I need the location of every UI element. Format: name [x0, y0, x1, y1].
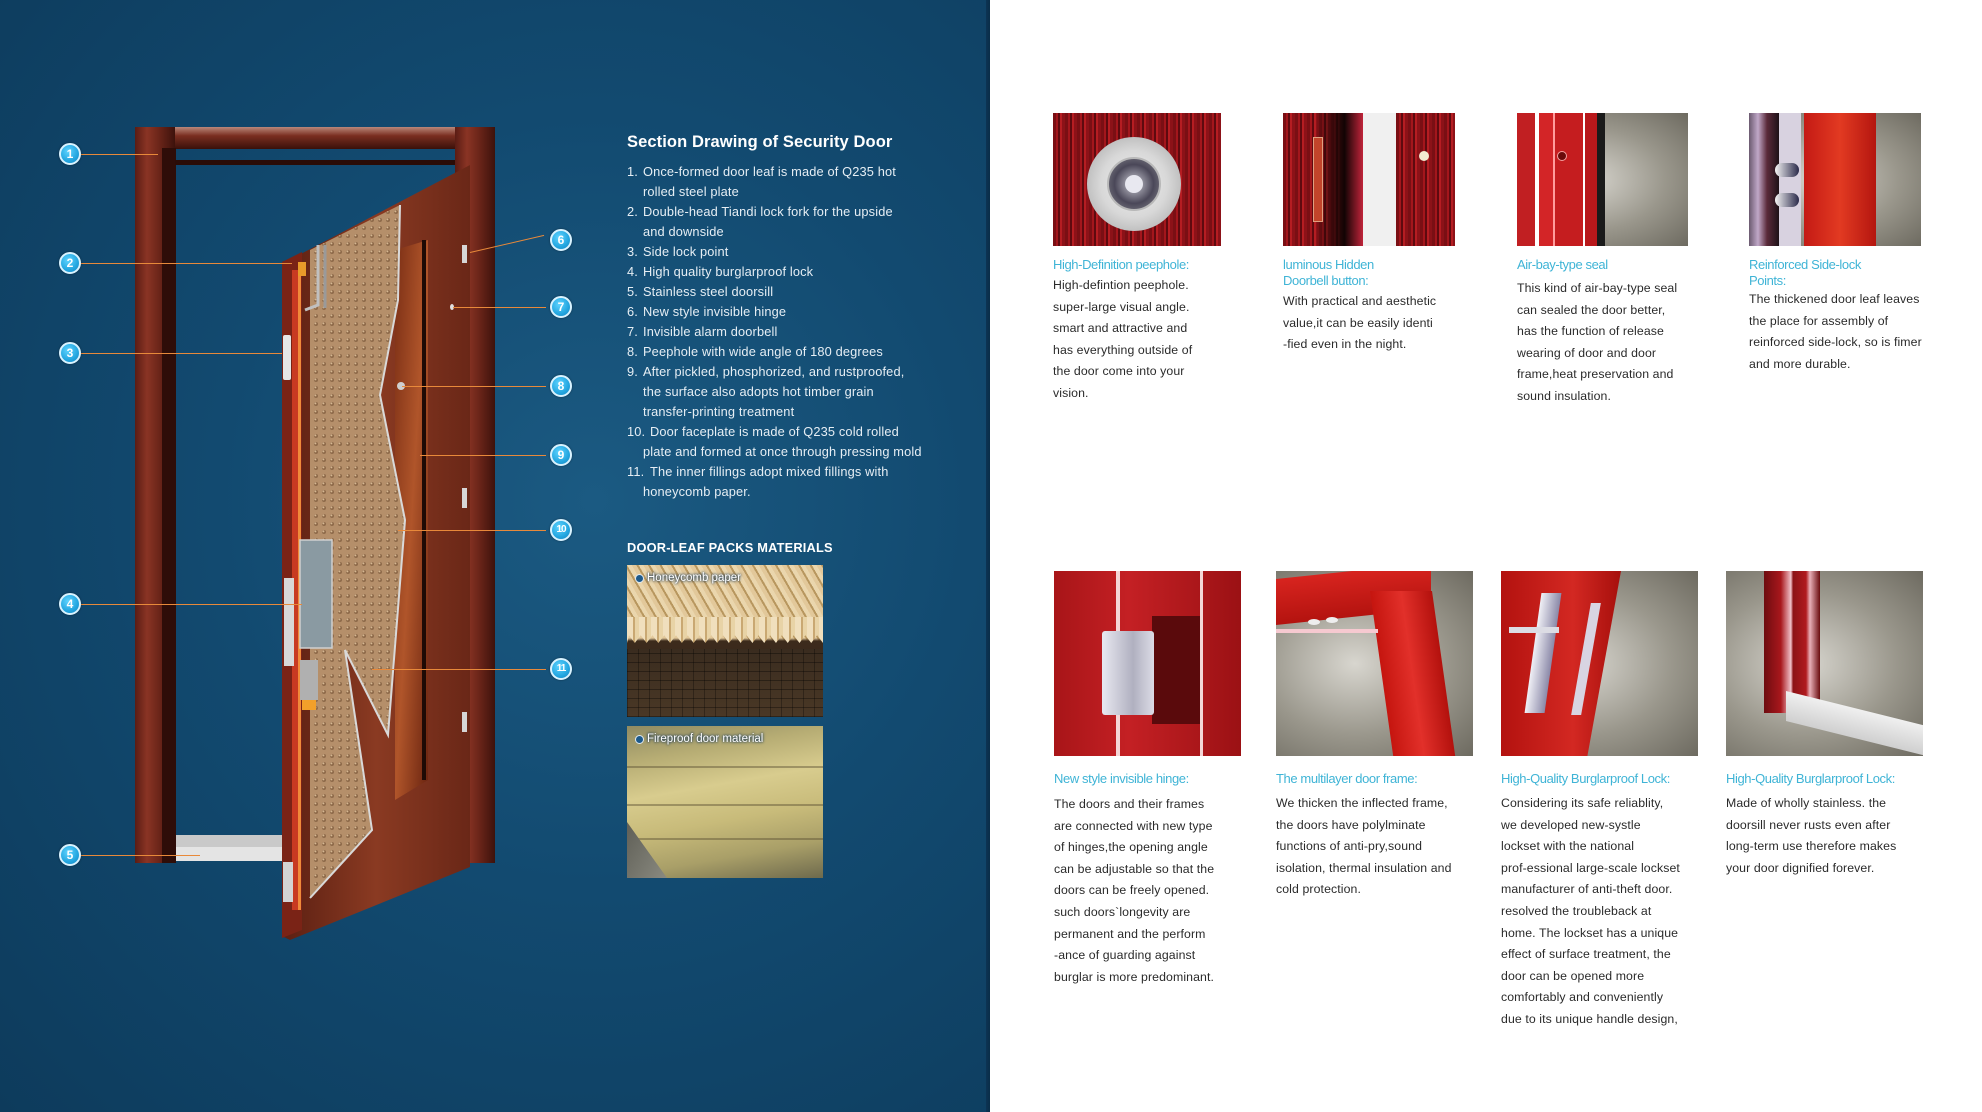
callout-4: 4 — [59, 593, 81, 615]
bullet-icon — [635, 735, 644, 744]
feature-item-11: 11. The inner fillings adopt mixed fillings with — [627, 464, 889, 479]
feature-item-11-cont: honeycomb paper. — [643, 484, 751, 499]
leader-line-3 — [80, 353, 282, 354]
callout-8: 8 — [550, 375, 572, 397]
lock-bolt-icon — [1775, 163, 1799, 177]
feature-item-1-cont: rolled steel plate — [643, 184, 739, 199]
callout-7: 7 — [550, 296, 572, 318]
seal-frame — [1517, 113, 1605, 246]
burglarproof-lock-photo — [1501, 571, 1698, 756]
layer-line — [627, 838, 823, 840]
materials-title: DOOR-LEAF PACKS MATERIALS — [627, 540, 833, 555]
leader-line-5 — [80, 855, 200, 856]
leader-line-4 — [80, 604, 302, 605]
door-leaf-red — [1804, 113, 1876, 246]
hinge-icon — [1102, 631, 1154, 715]
card-title: Reinforced Side-lock Points: — [1749, 257, 1861, 288]
feature-item-6: 6. New style invisible hinge — [627, 304, 787, 319]
feature-item-4: 4. High quality burglarproof lock — [627, 264, 814, 279]
lock-handle-icon — [1509, 627, 1559, 633]
peephole-photo — [1053, 113, 1221, 246]
card-title: The multilayer door frame: — [1276, 771, 1418, 786]
seal-hole-icon — [1557, 151, 1567, 161]
leader-line-8 — [402, 386, 546, 387]
doorsill-plate — [1786, 691, 1923, 756]
frame-seal-strip — [1276, 629, 1378, 633]
callout-1: 1 — [59, 143, 81, 165]
layer-line — [627, 766, 823, 768]
right-panel — [990, 0, 1982, 1112]
card-body: This kind of air-bay-type seal can sealed the door better, has the function of release wearing of door and door frame,heat preservation and sound insulation. — [1517, 281, 1678, 403]
lock-bolt-icon — [1775, 193, 1799, 207]
photo-corner — [627, 808, 667, 878]
feature-item-3: 3. Side lock point — [627, 244, 729, 259]
feature-item-2-cont: and downside — [643, 224, 724, 239]
material-label-text: Fireproof door material — [647, 733, 764, 745]
callout-6: 6 — [550, 229, 572, 251]
card-title: luminous Hidden Doorbell button: — [1283, 257, 1374, 288]
leader-line-10 — [398, 530, 546, 531]
doorbell-button-icon — [1419, 151, 1429, 161]
material-fireproof-photo — [627, 726, 823, 878]
feature-item-9: 9. After pickled, phosphorized, and rustproofed, — [627, 364, 905, 379]
doorbell-plate — [1313, 137, 1323, 222]
feature-item-2: 2. Double-head Tiandi lock fork for the upside — [627, 204, 893, 219]
card-body: High-defintion peephole. super-large visual angle. smart and attractive and has everything outside of the door come into your vision. — [1053, 278, 1193, 400]
frame-bolt-icon — [1326, 617, 1338, 623]
layer-line — [627, 804, 823, 806]
card-body: The thickened door leaf leaves the place for assembly of reinforced side-lock, so is fimer and more durable. — [1749, 292, 1922, 371]
feature-list — [627, 162, 967, 502]
card-title: High-Quality Burglarproof Lock: — [1501, 771, 1670, 786]
feature-item-9-cont2: transfer-printing treatment — [643, 404, 795, 419]
hinge-photo — [1054, 571, 1241, 756]
card-body: The doors and their frames are connected with new type of hinges,the opening angle can be adjustable so that the doors can be freely opened. such doors`longevity are permanent and the perform -ance of guarding against burglar is more predominant. — [1054, 797, 1215, 984]
door-illustration — [0, 0, 600, 1112]
card-title: High-Quality Burglarproof Lock: — [1726, 771, 1895, 786]
honeycomb-fold — [627, 617, 823, 643]
feature-item-5: 5. Stainless steel doorsill — [627, 284, 774, 299]
callout-9: 9 — [550, 444, 572, 466]
feature-item-9-cont: the surface also adopts hot timber grain — [643, 384, 874, 399]
card-body: Considering its safe reliablity, we developed new-systle lockset with the national prof-essional large-scale lockset manufacturer of anti-theft door. resolved the troubleback at home. The lockset has a unique effect of surface treatment, the door can be opened more comfortably and conveniently due to its unique handle design, — [1501, 796, 1680, 1026]
card-body: With practical and aesthetic value,it can be easily identi -fied even in the night. — [1283, 294, 1437, 352]
photo-shadow — [1317, 113, 1363, 246]
feature-item-10-cont: plate and formed at once through pressing mold — [643, 444, 922, 459]
frame-side-bar — [1370, 591, 1456, 756]
leader-line-9 — [420, 455, 546, 456]
frame-bolt-icon — [1308, 619, 1320, 625]
side-lock-plate — [1779, 113, 1801, 246]
frame-gap — [1200, 571, 1203, 756]
leader-line-1 — [80, 154, 158, 155]
photo-segment — [1396, 113, 1455, 246]
feature-item-1: 1. Once-formed door leaf is made of Q235 hot — [627, 164, 896, 179]
callout-3: 3 — [59, 342, 81, 364]
card-body: We thicken the inflected frame, the doors have polylminate functions of anti-pry,sound isolation, thermal insulation and cold protection. — [1276, 796, 1452, 897]
feature-item-7: 7. Invisible alarm doorbell — [627, 324, 778, 339]
left-panel — [0, 0, 990, 1112]
leader-line-2 — [80, 263, 292, 264]
leader-line-7 — [453, 307, 546, 308]
material-honeycomb-paper-photo — [627, 565, 823, 717]
honeycomb-grid — [627, 649, 823, 717]
callout-2: 2 — [59, 252, 81, 274]
material-label-honeycomb — [635, 572, 741, 584]
material-label-fireproof — [635, 733, 763, 745]
callout-10: 10 — [550, 519, 572, 541]
card-title: Air-bay-type seal — [1517, 257, 1608, 272]
feature-item-8: 8. Peephole with wide angle of 180 degrees — [627, 344, 883, 359]
hinge-recess — [1152, 616, 1200, 724]
side-lock-photo — [1749, 113, 1921, 246]
feature-item-10: 10. Door faceplate is made of Q235 cold rolled — [627, 424, 899, 439]
doorbell-photo — [1283, 113, 1455, 246]
callout-11: 11 — [550, 658, 572, 680]
security-door-section-diagram — [0, 0, 600, 1112]
door-frame-photo — [1276, 571, 1473, 756]
section-title: Section Drawing of Security Door — [627, 133, 893, 151]
peephole-lens — [1125, 175, 1143, 193]
side-lock-frame — [1749, 113, 1779, 246]
card-title: High-Definition peephole: — [1053, 257, 1189, 272]
bullet-icon — [635, 574, 644, 583]
material-label-text: Honeycomb paper — [647, 572, 741, 584]
doorsill-photo — [1726, 571, 1923, 756]
card-title: New style invisible hinge: — [1054, 771, 1189, 786]
card-body: Made of wholly stainless. the doorsill never rusts even after long-term use therefore makes your door dignified forever. — [1726, 796, 1897, 875]
callout-5: 5 — [59, 844, 81, 866]
lock-door-leaf — [1501, 571, 1621, 756]
air-seal-photo — [1517, 113, 1688, 246]
leader-line-11 — [372, 669, 546, 670]
